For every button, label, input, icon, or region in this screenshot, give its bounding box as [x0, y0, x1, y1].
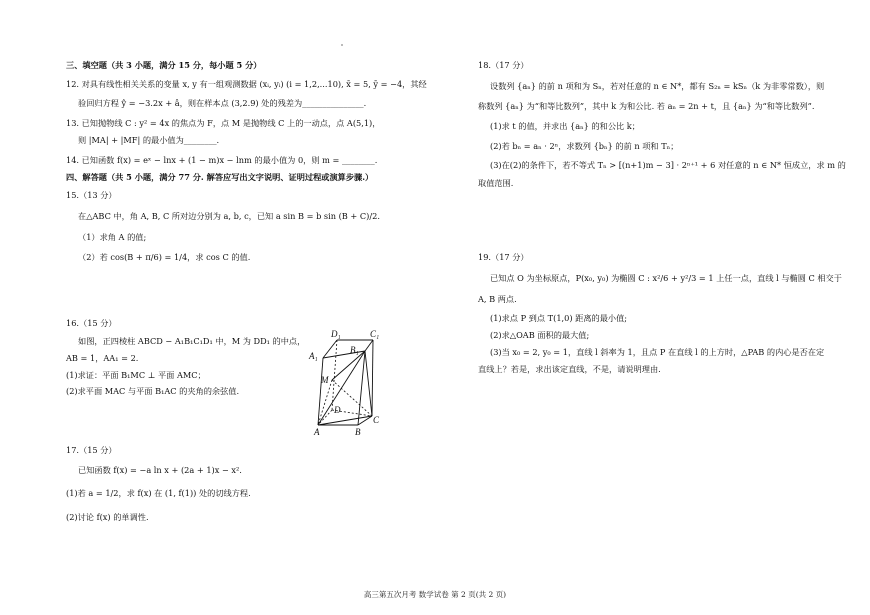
q17-heading: 17.（15 分） — [66, 445, 117, 455]
q19-part1: (1)求点 P 到点 T(1,0) 距离的最小值; — [490, 313, 628, 323]
label-D: D — [334, 405, 341, 415]
q18-heading: 18.（17 分） — [478, 60, 529, 70]
prism-figure — [305, 328, 390, 440]
q15-line1: 在△ABC 中，角 A, B, C 所对边分别为 a, b, c，已知 a sin B = b sin (B + C)/2. — [78, 211, 380, 221]
q19-part2: (2)求△OAB 面积的最大值; — [490, 330, 590, 340]
q15-part2: （2）若 cos(B + π/6) = 1/4，求 cos C 的值. — [78, 252, 251, 262]
q19-heading: 19.（17 分） — [478, 252, 529, 262]
q16-line1: 如图，正四棱柱 ABCD − A₁B₁C₁D₁ 中，M 为 DD₁ 的中点， — [78, 336, 306, 346]
q18-line1: 设数列 {aₙ} 的前 n 项和为 Sₙ，若对任意的 n ∈ N*，都有 S₂ₙ = kSₙ（k 为非零常数），则 — [490, 81, 825, 91]
q17-line1: 已知函数 f(x) = −a ln x + (2a + 1)x − x². — [78, 465, 242, 475]
q15-part1: （1）求角 A 的值; — [78, 232, 147, 242]
q18-part1: (1)求 t 的值，并求出 {aₙ} 的和公比 k； — [490, 121, 640, 131]
label-M: M — [321, 375, 329, 385]
q12-line2: 验回归方程 ŷ = −3.2x + â，则在样本点 (3,2.9) 处的残差为_______________. — [78, 98, 367, 108]
q17-part1: (1)若 a = 1/2，求 f(x) 在 (1, f(1)) 处的切线方程. — [66, 488, 251, 498]
label-A1: A₁ — [309, 351, 318, 361]
label-C: C — [373, 415, 380, 425]
q16-line2: AB = 1，AA₁ = 2. — [66, 353, 139, 363]
label-C1: C₁ — [370, 329, 380, 339]
section4-title: 四、解答题（共 5 小题，满分 77 分. 解答应写出文字说明、证明过程或演算步骤.） — [66, 172, 374, 182]
scan-dot — [341, 44, 343, 46]
q19-part3-cont: 直线上？若是，求出该定直线，不是，请说明理由. — [478, 364, 661, 374]
label-B: B — [355, 427, 361, 437]
q13-line2: 则 |MA| + |MF| 的最小值为________. — [78, 135, 220, 145]
q18-part3: (3)在(2)的条件下，若不等式 Tₙ > [(n+1)m − 3] · 2ⁿ⁺¹ + 6 对任意的 n ∈ N* 恒成立，求 m 的 — [490, 160, 846, 170]
q17-part2: (2)讨论 f(x) 的单调性. — [66, 512, 149, 522]
q15-heading: 15.（13 分） — [66, 190, 117, 200]
q12-line1: 12. 对具有线性相关关系的变量 x, y 有一组观测数据 (xᵢ, yᵢ) (i = 1,2,...10), x̄ = 5, ȳ = −4，其经 — [66, 79, 427, 89]
label-B1: B₁ — [350, 345, 359, 355]
q18-part3-cont: 取值范围. — [478, 178, 514, 188]
label-D1: D₁ — [331, 329, 341, 339]
q18-line2: 称数列 {aₙ} 为“和等比数列”，其中 k 为和公比. 若 aₙ = 2n + t，且 {aₙ} 为“和等比数列”. — [478, 101, 815, 111]
q16-part1: (1)求证：平面 B₁MC ⊥ 平面 AMC； — [66, 370, 206, 380]
page-footer: 高三第五次月考 数学试卷 第 2 页(共 2 页) — [363, 590, 507, 599]
section3-title: 三、填空题（共 3 小题，满分 15 分，每小题 5 分） — [66, 60, 262, 70]
q14-line1: 14. 已知函数 f(x) = eˣ − lnx + (1 − m)x − lnm 的最小值为 0，则 m = ________. — [66, 155, 378, 165]
q16-part2: (2)求平面 MAC 与平面 B₁AC 的夹角的余弦值. — [66, 386, 240, 396]
q18-part2: (2)若 bₙ = aₙ · 2ⁿ，求数列 {bₙ} 的前 n 项和 Tₙ； — [490, 141, 679, 151]
q19-line1: 已知点 O 为坐标原点，P(x₀, y₀) 为椭圆 C : x²/6 + y²/3 = 1 上任一点，直线 l 与椭圆 C 相交于 — [490, 273, 842, 283]
q16-heading: 16.（15 分） — [66, 318, 117, 328]
q19-line2: A, B 两点. — [478, 294, 517, 304]
q19-part3: (3)当 x₀ = 2, y₀ = 1，直线 l 斜率为 1，且点 P 在直线 l 的上方时，△PAB 的内心是否在定 — [490, 347, 825, 357]
q13-line1: 13. 已知抛物线 C : y² = 4x 的焦点为 F，点 M 是抛物线 C 上的一动点，点 A(5,1)， — [66, 118, 381, 128]
label-A: A — [314, 427, 320, 437]
